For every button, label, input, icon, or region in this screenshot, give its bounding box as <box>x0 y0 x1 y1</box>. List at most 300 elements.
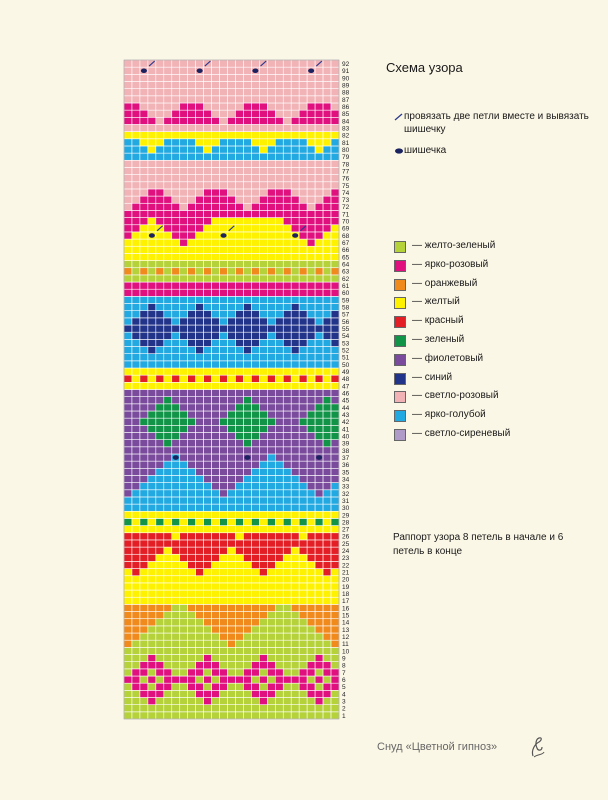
stitch-cell <box>156 669 164 676</box>
stitch-cell <box>283 239 291 246</box>
stitch-cell <box>156 110 164 117</box>
stitch-cell <box>124 712 132 719</box>
stitch-cell <box>148 404 156 411</box>
stitch-cell <box>148 81 156 88</box>
stitch-cell <box>220 432 228 439</box>
stitch-cell <box>323 561 331 568</box>
stitch-cell <box>204 304 212 311</box>
stitch-cell <box>267 447 275 454</box>
stitch-cell <box>331 490 339 497</box>
stitch-cell <box>196 253 204 260</box>
stitch-cell <box>212 619 220 626</box>
stitch-cell <box>164 160 172 167</box>
stitch-cell <box>283 196 291 203</box>
stitch-cell <box>220 576 228 583</box>
row-number: 50 <box>342 361 350 369</box>
stitch-cell <box>307 296 315 303</box>
stitch-cell <box>180 526 188 533</box>
stitch-cell <box>188 275 196 282</box>
stitch-cell <box>180 390 188 397</box>
stitch-cell <box>156 461 164 468</box>
stitch-cell <box>307 289 315 296</box>
stitch-cell <box>212 146 220 153</box>
stitch-cell <box>235 447 243 454</box>
row-number: 56 <box>342 318 350 326</box>
stitch-cell <box>132 189 140 196</box>
stitch-cell <box>132 282 140 289</box>
stitch-cell <box>164 325 172 332</box>
stitch-cell <box>164 81 172 88</box>
stitch-cell <box>228 117 236 124</box>
stitch-cell <box>148 561 156 568</box>
stitch-cell <box>140 655 148 662</box>
stitch-cell <box>180 81 188 88</box>
stitch-cell <box>291 604 299 611</box>
stitch-cell <box>299 103 307 110</box>
stitch-cell <box>307 268 315 275</box>
stitch-cell <box>323 698 331 705</box>
stitch-cell <box>243 475 251 482</box>
stitch-cell <box>220 146 228 153</box>
stitch-cell <box>235 418 243 425</box>
stitch-cell <box>196 261 204 268</box>
stitch-cell <box>212 590 220 597</box>
stitch-cell <box>267 698 275 705</box>
stitch-cell <box>132 411 140 418</box>
stitch-cell <box>299 232 307 239</box>
stitch-cell <box>172 418 180 425</box>
stitch-cell <box>259 690 267 697</box>
stitch-cell <box>196 561 204 568</box>
stitch-cell <box>267 425 275 432</box>
stitch-cell <box>259 526 267 533</box>
stitch-cell <box>148 296 156 303</box>
stitch-cell <box>267 454 275 461</box>
stitch-cell <box>140 304 148 311</box>
stitch-cell <box>132 304 140 311</box>
stitch-cell <box>259 382 267 389</box>
stitch-cell <box>243 74 251 81</box>
stitch-cell <box>156 189 164 196</box>
stitch-cell <box>307 218 315 225</box>
stitch-cell <box>299 132 307 139</box>
stitch-cell <box>220 296 228 303</box>
stitch-cell <box>228 461 236 468</box>
stitch-cell <box>259 432 267 439</box>
stitch-cell <box>148 576 156 583</box>
stitch-cell <box>220 175 228 182</box>
stitch-cell <box>291 182 299 189</box>
stitch-cell <box>172 117 180 124</box>
stitch-cell <box>259 698 267 705</box>
stitch-cell <box>275 210 283 217</box>
stitch-cell <box>180 411 188 418</box>
stitch-cell <box>275 103 283 110</box>
stitch-cell <box>172 196 180 203</box>
stitch-cell <box>180 347 188 354</box>
stitch-cell <box>140 153 148 160</box>
stitch-cell <box>220 612 228 619</box>
stitch-cell <box>275 511 283 518</box>
stitch-cell <box>204 597 212 604</box>
stitch-cell <box>164 167 172 174</box>
stitch-cell <box>212 475 220 482</box>
stitch-cell <box>307 382 315 389</box>
stitch-cell <box>220 569 228 576</box>
stitch-cell <box>164 690 172 697</box>
stitch-cell <box>251 261 259 268</box>
stitch-cell <box>196 447 204 454</box>
row-number: 7 <box>342 669 346 677</box>
stitch-cell <box>251 533 259 540</box>
stitch-cell <box>132 382 140 389</box>
stitch-cell <box>251 74 259 81</box>
stitch-cell <box>267 60 275 67</box>
stitch-cell <box>124 626 132 633</box>
stitch-cell <box>291 139 299 146</box>
stitch-cell <box>124 167 132 174</box>
stitch-cell <box>156 425 164 432</box>
stitch-cell <box>259 468 267 475</box>
stitch-cell <box>132 153 140 160</box>
stitch-cell <box>267 655 275 662</box>
stitch-cell <box>140 296 148 303</box>
stitch-cell <box>283 526 291 533</box>
stitch-cell <box>307 676 315 683</box>
stitch-cell <box>259 239 267 246</box>
stitch-cell <box>180 633 188 640</box>
stitch-cell <box>156 253 164 260</box>
stitch-cell <box>331 67 339 74</box>
stitch-cell <box>148 655 156 662</box>
stitch-cell <box>140 712 148 719</box>
stitch-cell <box>235 597 243 604</box>
stitch-cell <box>148 669 156 676</box>
stitch-cell <box>124 497 132 504</box>
stitch-cell <box>315 275 323 282</box>
stitch-cell <box>251 511 259 518</box>
stitch-cell <box>331 361 339 368</box>
stitch-cell <box>140 619 148 626</box>
stitch-cell <box>291 160 299 167</box>
stitch-cell <box>148 597 156 604</box>
row-number: 46 <box>342 390 350 398</box>
stitch-cell <box>323 203 331 210</box>
stitch-cell <box>323 60 331 67</box>
stitch-cell <box>164 368 172 375</box>
stitch-cell <box>204 354 212 361</box>
stitch-cell <box>291 146 299 153</box>
stitch-cell <box>220 110 228 117</box>
stitch-cell <box>132 397 140 404</box>
stitch-cell <box>259 89 267 96</box>
row-number: 55 <box>342 326 350 334</box>
stitch-cell <box>291 432 299 439</box>
stitch-cell <box>283 690 291 697</box>
stitch-cell <box>259 475 267 482</box>
stitch-cell <box>148 440 156 447</box>
stitch-cell <box>124 132 132 139</box>
stitch-cell <box>291 246 299 253</box>
stitch-cell <box>204 411 212 418</box>
stitch-cell <box>299 67 307 74</box>
stitch-cell <box>188 261 196 268</box>
stitch-cell <box>172 547 180 554</box>
stitch-cell <box>275 633 283 640</box>
stitch-cell <box>243 612 251 619</box>
stitch-cell <box>331 533 339 540</box>
stitch-cell <box>212 261 220 268</box>
stitch-cell <box>124 74 132 81</box>
stitch-cell <box>220 189 228 196</box>
stitch-cell <box>140 497 148 504</box>
stitch-cell <box>251 626 259 633</box>
row-number: 81 <box>342 139 350 147</box>
stitch-cell <box>315 225 323 232</box>
stitch-cell <box>172 60 180 67</box>
stitch-cell <box>283 232 291 239</box>
stitch-cell <box>307 432 315 439</box>
stitch-cell <box>291 504 299 511</box>
stitch-cell <box>331 325 339 332</box>
stitch-cell <box>331 96 339 103</box>
stitch-cell <box>307 669 315 676</box>
stitch-cell <box>259 167 267 174</box>
stitch-cell <box>267 347 275 354</box>
stitch-cell <box>283 225 291 232</box>
stitch-cell <box>148 475 156 482</box>
stitch-cell <box>299 282 307 289</box>
stitch-cell <box>156 139 164 146</box>
stitch-cell <box>259 390 267 397</box>
stitch-cell <box>212 647 220 654</box>
stitch-cell <box>220 490 228 497</box>
row-number: 90 <box>342 75 350 83</box>
stitch-cell <box>275 332 283 339</box>
stitch-cell <box>243 390 251 397</box>
stitch-cell <box>291 705 299 712</box>
stitch-cell <box>164 311 172 318</box>
stitch-cell <box>220 483 228 490</box>
stitch-cell <box>291 189 299 196</box>
stitch-cell <box>204 167 212 174</box>
stitch-cell <box>156 175 164 182</box>
stitch-cell <box>235 246 243 253</box>
stitch-cell <box>164 117 172 124</box>
stitch-cell <box>196 318 204 325</box>
row-number: 39 <box>342 440 350 448</box>
stitch-cell <box>299 404 307 411</box>
bobble-symbol-icon <box>394 146 404 156</box>
stitch-cell <box>212 96 220 103</box>
stitch-cell <box>235 619 243 626</box>
stitch-cell <box>323 239 331 246</box>
stitch-cell <box>283 511 291 518</box>
stitch-cell <box>172 640 180 647</box>
stitch-cell <box>148 533 156 540</box>
stitch-cell <box>243 225 251 232</box>
stitch-cell <box>291 518 299 525</box>
stitch-cell <box>124 117 132 124</box>
stitch-cell <box>299 655 307 662</box>
stitch-cell <box>212 404 220 411</box>
stitch-cell <box>315 662 323 669</box>
stitch-cell <box>331 683 339 690</box>
stitch-cell <box>196 347 204 354</box>
stitch-cell <box>180 698 188 705</box>
stitch-cell <box>212 196 220 203</box>
stitch-cell <box>124 425 132 432</box>
stitch-cell <box>243 332 251 339</box>
stitch-cell <box>180 612 188 619</box>
stitch-cell <box>188 619 196 626</box>
stitch-cell <box>220 662 228 669</box>
stitch-cell <box>315 347 323 354</box>
stitch-cell <box>259 268 267 275</box>
stitch-cell <box>275 404 283 411</box>
stitch-cell <box>124 440 132 447</box>
stitch-cell <box>124 225 132 232</box>
stitch-cell <box>228 690 236 697</box>
stitch-cell <box>275 74 283 81</box>
stitch-cell <box>267 690 275 697</box>
stitch-cell <box>267 160 275 167</box>
stitch-cell <box>188 425 196 432</box>
stitch-cell <box>283 368 291 375</box>
stitch-cell <box>243 655 251 662</box>
stitch-cell <box>156 397 164 404</box>
stitch-cell <box>251 375 259 382</box>
stitch-cell <box>331 89 339 96</box>
stitch-cell <box>228 569 236 576</box>
stitch-cell <box>196 576 204 583</box>
stitch-cell <box>204 218 212 225</box>
stitch-cell <box>220 382 228 389</box>
stitch-cell <box>283 683 291 690</box>
stitch-cell <box>235 132 243 139</box>
stitch-cell <box>299 339 307 346</box>
stitch-cell <box>259 447 267 454</box>
stitch-cell <box>212 597 220 604</box>
stitch-cell <box>307 583 315 590</box>
stitch-cell <box>331 132 339 139</box>
stitch-cell <box>164 676 172 683</box>
stitch-cell <box>156 705 164 712</box>
stitch-cell <box>299 196 307 203</box>
stitch-cell <box>124 110 132 117</box>
stitch-cell <box>188 296 196 303</box>
stitch-cell <box>235 662 243 669</box>
stitch-cell <box>140 139 148 146</box>
stitch-cell <box>275 261 283 268</box>
stitch-cell <box>196 418 204 425</box>
stitch-cell <box>172 167 180 174</box>
stitch-cell <box>196 533 204 540</box>
stitch-cell <box>148 612 156 619</box>
stitch-cell <box>331 461 339 468</box>
stitch-cell <box>140 683 148 690</box>
stitch-cell <box>299 218 307 225</box>
stitch-cell <box>299 246 307 253</box>
row-number: 54 <box>342 333 350 341</box>
row-number: 88 <box>342 89 350 97</box>
stitch-cell <box>243 619 251 626</box>
stitch-cell <box>132 540 140 547</box>
stitch-cell <box>212 655 220 662</box>
stitch-cell <box>331 289 339 296</box>
stitch-cell <box>124 561 132 568</box>
stitch-cell <box>235 461 243 468</box>
stitch-cell <box>275 583 283 590</box>
stitch-cell <box>315 261 323 268</box>
stitch-cell <box>251 633 259 640</box>
stitch-cell <box>124 103 132 110</box>
stitch-cell <box>124 375 132 382</box>
stitch-cell <box>164 461 172 468</box>
stitch-cell <box>299 311 307 318</box>
stitch-cell <box>291 110 299 117</box>
stitch-cell <box>291 540 299 547</box>
stitch-cell <box>196 647 204 654</box>
stitch-cell <box>156 647 164 654</box>
stitch-cell <box>251 526 259 533</box>
stitch-cell <box>212 676 220 683</box>
stitch-cell <box>220 182 228 189</box>
stitch-cell <box>275 569 283 576</box>
stitch-cell <box>212 325 220 332</box>
stitch-cell <box>267 81 275 88</box>
stitch-cell <box>299 432 307 439</box>
stitch-cell <box>132 182 140 189</box>
stitch-cell <box>180 540 188 547</box>
stitch-cell <box>132 483 140 490</box>
stitch-cell <box>156 332 164 339</box>
stitch-cell <box>188 590 196 597</box>
stitch-cell <box>220 67 228 74</box>
stitch-cell <box>299 110 307 117</box>
stitch-cell <box>307 497 315 504</box>
stitch-cell <box>196 268 204 275</box>
stitch-cell <box>315 554 323 561</box>
stitch-cell <box>243 347 251 354</box>
stitch-cell <box>291 318 299 325</box>
stitch-cell <box>235 318 243 325</box>
stitch-cell <box>220 368 228 375</box>
stitch-cell <box>204 511 212 518</box>
stitch-cell <box>188 117 196 124</box>
stitch-cell <box>243 526 251 533</box>
stitch-cell <box>235 683 243 690</box>
stitch-cell <box>331 261 339 268</box>
stitch-cell <box>267 210 275 217</box>
stitch-cell <box>164 268 172 275</box>
stitch-cell <box>275 690 283 697</box>
stitch-cell <box>307 390 315 397</box>
row-number: 76 <box>342 175 350 183</box>
stitch-cell <box>140 268 148 275</box>
stitch-cell <box>212 332 220 339</box>
stitch-cell <box>140 669 148 676</box>
stitch-cell <box>331 518 339 525</box>
stitch-cell <box>140 318 148 325</box>
stitch-cell <box>299 597 307 604</box>
row-number: 52 <box>342 347 350 355</box>
row-number: 37 <box>342 454 350 462</box>
stitch-cell <box>204 124 212 131</box>
stitch-cell <box>228 354 236 361</box>
stitch-cell <box>307 253 315 260</box>
stitch-cell <box>228 74 236 81</box>
